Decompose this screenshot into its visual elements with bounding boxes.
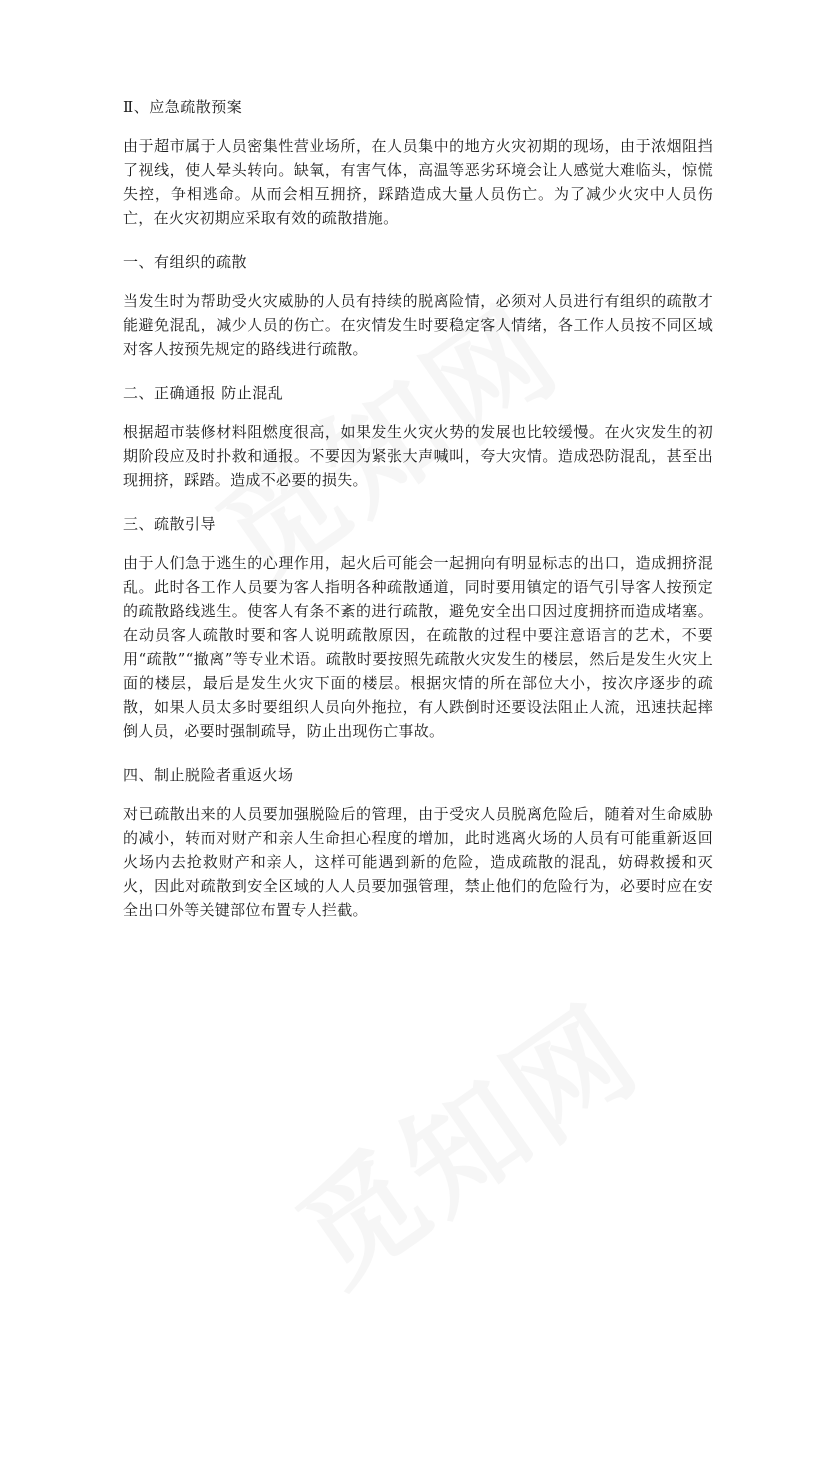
section-body-3: 由于人们急于逃生的心理作用，起火后可能会一起拥向有明显标志的出口，造成拥挤混乱。此时各工作人员要为客人指明各种疏散通道，同时要用镇定的语气引导客人按预定的疏散路线逃生。使客人有条不紊的进行疏散，避免安全出口因过度拥挤而造成堵塞。在动员客人疏散时要和客人说明疏散原因，在疏散的过程中要注意语言的艺术，不要用“疏散”“撤离”等专业术语。疏散时要按照先疏散火灾发生的楼层，然后是发生火灾上面的楼层，最后是发生火灾下面的楼层。根据灾情的所在部位大小，按次序逐步的疏散，如果人员太多时要组织人员向外拖拉，有人跌倒时还要设法阻止人流，迅速扶起摔倒人员，必要时强制疏导，防止出现伤亡事故。 [123,554,713,740]
intro-paragraph: 由于超市属于人员密集性营业场所，在人员集中的地方火灾初期的现场，由于浓烟阻挡了视线，使人晕头转向。缺氧，有害气体，高温等恶劣环境会让人感觉大难临头，惊慌失控，争相逃命。从而会相互拥挤，踩踏造成大量人员伤亡。为了减少火灾中人员伤亡，在火灾初期应采取有效的疏散措施。 [123,137,713,227]
section-heading-3: 三、疏散引导 [123,515,217,533]
document-title: Ⅱ、应急疏散预案 [123,98,243,116]
section-body-4: 对已疏散出来的人员要加强脱险后的管理，由于受灾人员脱离危险后，随着对生命威胁的减小，转而对财产和亲人生命担心程度的增加，此时逃离火场的人员有可能重新返回火场内去抢救财产和亲人，这样可能遇到新的危险，造成疏散的混乱，妨碍救援和灭火，因此对疏散到安全区域的人人员要加强管理，禁止他们的危险行为，必要时应在安全出口外等关键部位布置专人拦截。 [123,805,713,919]
watermark-text-bottom [259,969,653,1316]
document-body [123,94,713,941]
section-body-1: 当发生时为帮助受火灾威胁的人员有持续的脱离险情，必须对人员进行有组织的疏散才能避免混乱，减少人员的伤亡。在灾情发生时要稳定客人情绪，各工作人员按不同区域对客人按预先规定的路线进行疏散。 [123,292,713,358]
section-heading-1: 一、有组织的疏散 [123,253,248,271]
section-heading-2: 二、正确通报 防止混乱 [123,384,284,402]
section-body-2: 根据超市装修材料阻燃度很高，如果发生火灾火势的发展也比较缓慢。在火灾发生的初期阶段应及时扑救和通报。不要因为紧张大声喊叫，夸大灾情。造成恐防混乱，甚至出现拥挤，踩踏。造成不必要的损失。 [123,423,713,489]
watermark-bottom [259,969,760,1470]
section-heading-4: 四、制止脱险者重返火场 [123,766,294,784]
